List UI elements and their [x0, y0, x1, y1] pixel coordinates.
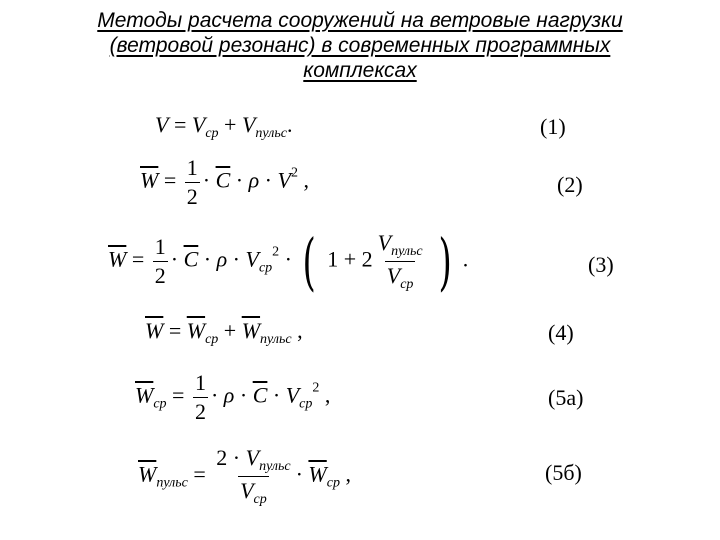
eq5a-fraction	[193, 370, 208, 425]
eq3-equals: =	[131, 246, 145, 272]
eq3-inner-num-sub: пульс	[391, 244, 423, 259]
eq5a-exp: 2	[312, 380, 320, 396]
eq5b-num-two: 2	[216, 445, 228, 470]
eq5a-lhs-sub: ср	[153, 396, 167, 412]
eq3-inner-num: V	[377, 230, 392, 255]
eq4-term2: $\overline{W}$	[241, 318, 261, 343]
eq2-tail: ,	[303, 167, 309, 193]
equation-5b: $\overline{W}_{пульс}$ = $\frac{2 \cdot V_{пульс}}{V_{ср}}$ · $\overline{W}_{ср}$ ,	[138, 445, 351, 507]
eq2-frac-den: 2	[186, 184, 198, 209]
slide-title	[20, 8, 700, 83]
eq5a-lhs: $\overline{W}$	[135, 382, 154, 408]
eq3-number: (3)	[588, 252, 614, 277]
eq3-inner-fraction	[376, 230, 425, 293]
eq3-two: 2	[361, 246, 373, 272]
eq3-plus: +	[343, 246, 357, 272]
eq4-number: (4)	[548, 320, 574, 345]
eq2-exp: 2	[290, 165, 298, 181]
equation-1	[155, 112, 292, 142]
eq5a-tail: ,	[324, 382, 331, 408]
eq1-term1-sub: ср	[205, 126, 219, 141]
eq5a-frac-num: 1	[194, 370, 206, 395]
eq5a-c: $\overline{C}$	[252, 382, 268, 408]
eq3-frac-den: 2	[154, 263, 166, 288]
eq1-tail: .	[286, 112, 293, 137]
eq5a-equals: =	[172, 382, 185, 408]
eq2-v: V	[277, 167, 291, 193]
eq2-number: (2)	[557, 172, 583, 197]
eq2-c: $\overline{C}$	[215, 167, 231, 193]
eq4-lhs: $\overline{W}$	[145, 318, 164, 343]
eq3-one: 1	[327, 246, 339, 272]
title-line-1: Методы расчета сооружений на ветровые нагрузки	[97, 9, 623, 32]
eq1-lhs: V	[155, 112, 169, 137]
eq3-lhs: $\overline{W}$	[108, 246, 127, 272]
eq3-right-paren: )	[438, 225, 452, 298]
eq5b-fraction: $\frac{2 \cdot V_{пульс}}{V_{ср}}$	[216, 445, 291, 507]
eq4-term2-sub: пульс	[260, 332, 292, 347]
eq5b-lhs: $\overline{W}$	[138, 461, 157, 487]
eq1-term1: V	[191, 112, 206, 137]
eq1-term2: V	[241, 112, 256, 137]
eq2-frac-num: 1	[186, 155, 198, 180]
eq3-inner-den: V	[386, 263, 401, 288]
eq5b-den-v: V	[240, 478, 254, 503]
title-line-3: комплексах	[303, 59, 417, 82]
eq3-rho: ρ	[216, 246, 228, 272]
eq5b-num-v-sub: пульс	[259, 459, 291, 474]
eq2-fraction	[185, 155, 200, 210]
eq4-term1-sub: ср	[205, 332, 219, 347]
eq3-c: $\overline{C}$	[183, 246, 199, 272]
eq5a-v: V	[285, 382, 300, 408]
eq2-lhs: $\overline{W}$	[140, 167, 159, 193]
eq5a-rho: ρ	[223, 382, 235, 408]
eq5b-equals: =	[193, 461, 206, 487]
eq4-equals: =	[168, 318, 182, 343]
equation-3: $\overline{W}$ = $\frac{1}{2}$ · $\overline{C} \cdot \rho \cdot V_{ср}^2$ · ( 1 + 2 $\frac{V_{пульс}}{V_{ср}}$ ) .	[108, 225, 469, 298]
title-line-2: (ветровой резонанс) в современных программных	[109, 34, 611, 57]
eq1-equals: =	[173, 112, 187, 137]
eq5b-lhs-sub: пульс	[156, 475, 188, 491]
eq1-plus: +	[224, 112, 237, 137]
eq3-fraction	[153, 234, 168, 289]
eq5b-w-sub: ср	[326, 475, 340, 491]
eq2-rho: ρ	[248, 167, 260, 193]
equation-2: $\overline{W}$ = $\frac{1}{2}$ · $\overline{C} \cdot \rho \cdot V^2$ ,	[140, 155, 309, 209]
eq3-exp: 2	[272, 244, 280, 260]
eq3-inner-den-sub: ср	[400, 277, 414, 292]
eq5a-frac-den: 2	[194, 399, 206, 424]
eq5a-number: (5а)	[548, 385, 584, 410]
eq5a-v-sub: ср	[299, 396, 313, 412]
eq3-v-sub: ср	[258, 260, 273, 276]
eq2-equals: =	[163, 167, 177, 193]
eq5b-den-v-sub: ср	[253, 492, 267, 507]
eq5b-num-v: V	[245, 445, 260, 470]
eq5b-w: $\overline{W}$	[308, 461, 327, 487]
eq1-term2-sub: пульс	[255, 126, 287, 141]
equation-4	[145, 318, 303, 348]
eq4-tail: ,	[297, 318, 303, 343]
eq5b-number: (5б)	[545, 460, 582, 485]
eq3-v: V	[245, 246, 259, 272]
eq5b-tail: ,	[345, 461, 351, 487]
equation-5a: $\overline{W}_{ср}$ = $\frac{1}{2}$ · $\rho \cdot \overline{C} \cdot V_{ср}^2$ ,	[135, 370, 331, 424]
eq4-plus: +	[223, 318, 237, 343]
eq3-tail: .	[462, 246, 469, 272]
eq3-left-paren: (	[302, 225, 317, 298]
eq1-number: (1)	[540, 114, 566, 139]
eq3-frac-num: 1	[154, 234, 166, 259]
eq4-term1: $\overline{W}$	[186, 318, 206, 343]
